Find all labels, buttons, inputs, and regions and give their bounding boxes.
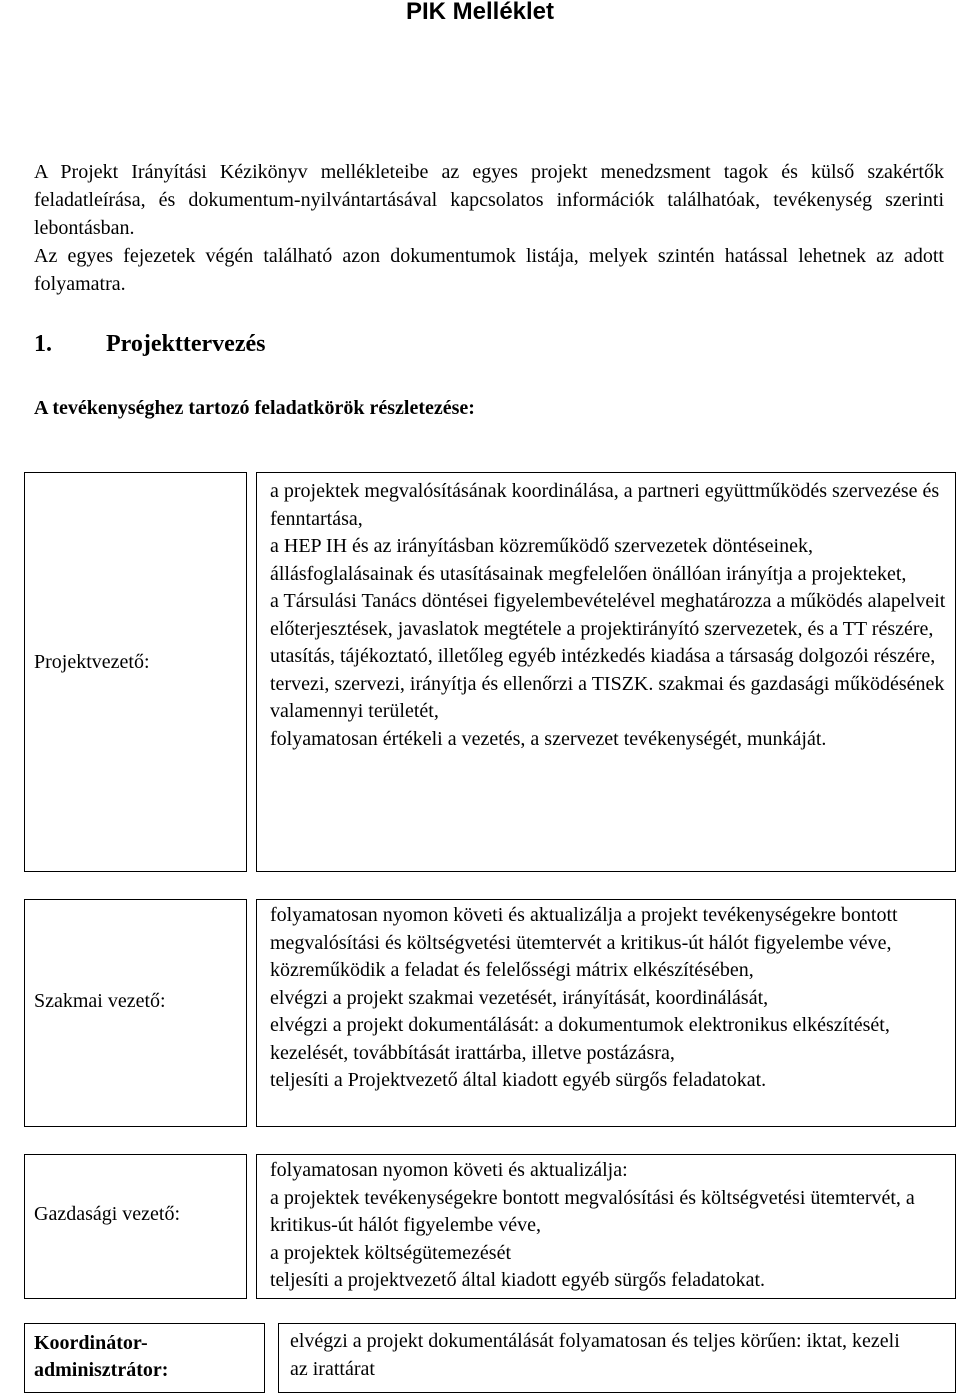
task-item: a HEP IH és az irányításban közreműködő szervezetek döntéseinek, állásfoglalásainak és utasításainak megfelelően önállóan irányítja a projekteket,	[270, 535, 907, 585]
intro-paragraph-2-text: Az egyes fejezetek végén található azon dokumentumok listája, melyek szintén hatással lehetnek az adott folyamatra.	[34, 245, 944, 295]
task-item: közreműködik a feladat és felelősségi mátrix elkészítésében,	[270, 959, 754, 981]
role-label-gazdasagi-vezeto: Gazdasági vezető:	[34, 1203, 181, 1225]
role-label-szakmai-vezeto: Szakmai vezető:	[34, 990, 166, 1012]
section-heading	[34, 327, 265, 361]
task-item: elvégzi a projekt dokumentálását folyamatosan és teljes körűen: iktat, kezeli az irattárat	[290, 1330, 900, 1380]
section-subtitle: A tevékenységhez tartozó feladatkörök részletezése:	[34, 397, 475, 419]
task-item: tervezi, szervezi, irányítja és ellenőrzi a TISZK. szakmai és gazdasági működésének valamennyi területét,	[270, 672, 945, 722]
task-item: folyamatosan nyomon követi és aktualizálja:	[270, 1159, 628, 1181]
role-label-koordinator-adminisztrator: Koordinátor-adminisztrátor:	[34, 1332, 169, 1381]
task-item: a Társulási Tanács döntései figyelembevételével meghatározza a működés alapelveit	[270, 590, 946, 612]
task-item: teljesíti a Projektvezető által kiadott egyéb sürgős feladatokat.	[270, 1069, 767, 1091]
page-title: PIK Melléklet	[405, 0, 555, 25]
intro-paragraph-2	[34, 242, 944, 298]
section-number: 1.	[34, 331, 52, 357]
task-item: elvégzi a projekt dokumentálását: a dokumentumok elektronikus elkészítését, kezelését, továbbítását irattárba, illetve postázásra,	[270, 1014, 890, 1064]
task-item: elvégzi a projekt szakmai vezetését, irányítását, koordinálását,	[270, 986, 769, 1009]
task-item: folyamatosan nyomon követi és aktualizálja a projekt tevékenységekre bontott megvalósítási és költségvetési ütemtervét a kritikus-út hálót figyelembe véve,	[270, 904, 898, 954]
role-tasks-projektvezeto	[270, 478, 950, 753]
intro-paragraph-1	[34, 158, 944, 242]
role-tasks-koordinator-adminisztrator	[290, 1328, 915, 1383]
section-title: Projekttervezés	[106, 331, 266, 357]
task-item: a projektek megvalósításának koordinálása, a partneri együttműködés szervezése és fenntartása,	[270, 480, 940, 530]
role-label-projektvezeto: Projektvezető:	[34, 651, 150, 673]
task-item: a projektek költségütemezését	[270, 1241, 512, 1264]
role-tasks-szakmai-vezeto	[270, 902, 950, 1095]
intro-paragraph-1-text: A Projekt Irányítási Kézikönyv mellékleteibe az egyes projekt menedzsment tagok és külső szakértők feladatleírása, és dokumentum-nyilvántartásával kapcsolatos információk találhatóak, tevékenység szerinti lebontásban.	[34, 161, 944, 239]
task-item: teljesíti a projektvezető által kiadott egyéb sürgős feladatokat.	[270, 1269, 766, 1291]
task-item: folyamatosan értékeli a vezetés, a szervezet tevékenységét, munkáját.	[270, 727, 827, 750]
role-tasks-gazdasagi-vezeto	[270, 1157, 950, 1295]
task-item: a projektek tevékenységekre bontott megvalósítási és költségvetési ütemtervét, a kritikus-út hálót figyelembe véve,	[270, 1186, 915, 1236]
task-item: előterjesztések, javaslatok megtétele a projektirányító szervezetek, és a TT részére,	[270, 617, 934, 640]
task-item: utasítás, tájékoztató, illetőleg egyéb intézkedés kiadása a társaság dolgozói részére,	[270, 645, 936, 667]
